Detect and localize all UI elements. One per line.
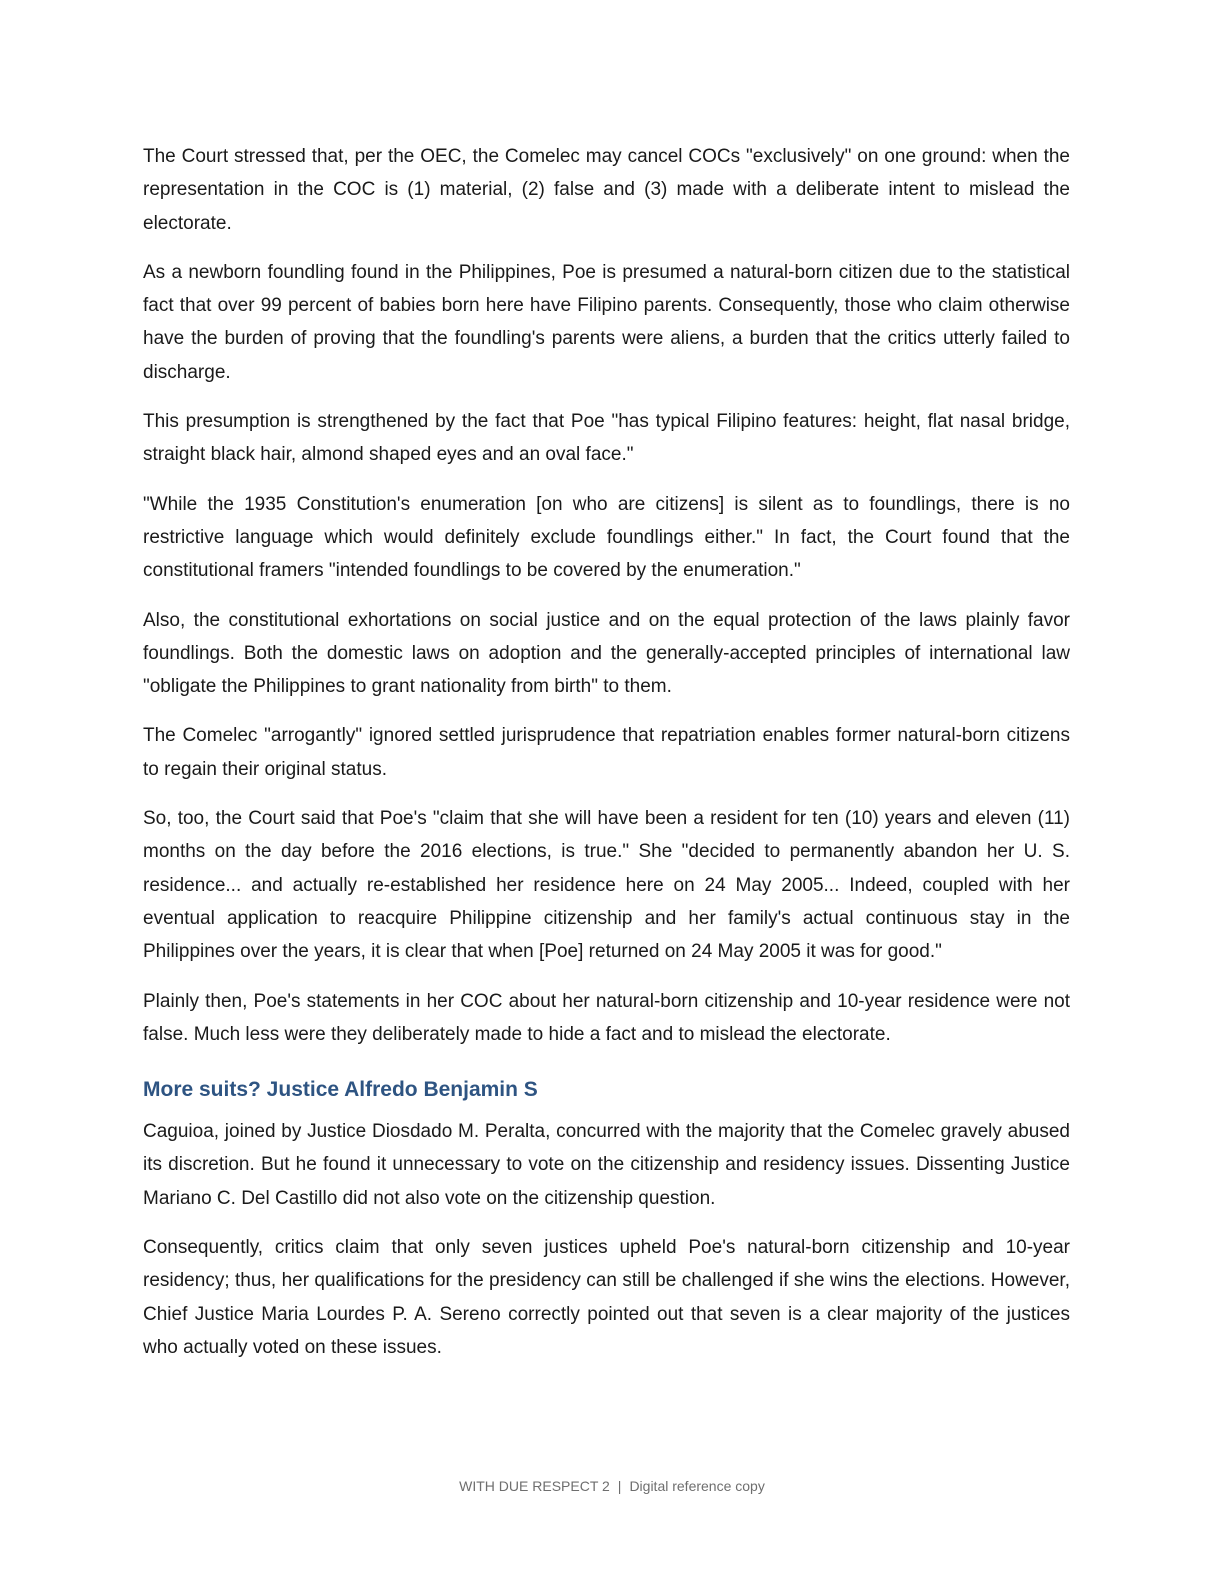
footer-title: WITH DUE RESPECT 2 <box>459 1478 610 1494</box>
paragraph: The Comelec "arrogantly" ignored settled jurisprudence that repatriation enables former natural-born citizens to regain their original status. <box>143 725 1070 780</box>
page-footer <box>0 1478 1224 1494</box>
footer-separator: | <box>617 1478 622 1494</box>
footer-note: Digital reference copy <box>629 1478 765 1494</box>
paragraph: "While the 1935 Constitution's enumeration [on who are citizens] is silent as to foundlings, there is no restrictive language which would definitely exclude foundlings either." In fact, the Court found that the constitutional framers "intended foundlings to be covered by the enumeration." <box>143 493 1070 582</box>
paragraph: So, too, the Court said that Poe's "claim that she will have been a resident for ten (10) years and eleven (11) months on the day before the 2016 elections, is true." She "decided to permanently abandon her U. S. residence... and actually re-established her residence here on 24 May 2005... Indeed, coupled with her eventual application to reacquire Philippine citizenship and her family's actual continuous stay in the Philippines over the years, it is clear that when [Poe] returned on 24 May 2005 it was for good." <box>143 808 1070 963</box>
paragraph: This presumption is strengthened by the fact that Poe "has typical Filipino features: height, flat nasal bridge, straight black hair, almond shaped eyes and an oval face." <box>143 411 1070 466</box>
document-body <box>143 140 1070 1380</box>
paragraph: Consequently, critics claim that only seven justices upheld Poe's natural-born citizenship and 10-year residency; thus, her qualifications for the presidency can still be challenged if she wins the elections. However, Chief Justice Maria Lourdes P. A. Sereno correctly pointed out that seven is a clear majority of the justices who actually voted on these issues. <box>143 1237 1070 1358</box>
paragraph: Caguioa, joined by Justice Diosdado M. Peralta, concurred with the majority that the Comelec gravely abused its discretion. But he found it unnecessary to vote on the citizenship and residency issues. Dissenting Justice Mariano C. Del Castillo did not also vote on the citizenship question. <box>143 1121 1070 1209</box>
paragraph: The Court stressed that, per the OEC, the Comelec may cancel COCs "exclusively" on one ground: when the representation in the COC is (1) material, (2) false and (3) made with a deliberate intent to mislead the electorate. <box>143 146 1070 234</box>
paragraph: Also, the constitutional exhortations on social justice and on the equal protection of the laws plainly favor foundlings. Both the domestic laws on adoption and the generally-accepted principles of international law "obligate the Philippines to grant nationality from birth" to them. <box>143 609 1070 698</box>
paragraph: Plainly then, Poe's statements in her COC about her natural-born citizenship and 10-year residence were not false. Much less were they deliberately made to hide a fact and to mislead the electorate. <box>143 990 1070 1045</box>
paragraph: As a newborn foundling found in the Philippines, Poe is presumed a natural-born citizen due to the statistical fact that over 99 percent of babies born here have Filipino parents. Consequently, those who claim otherwise have the burden of proving that the foundling's parents were aliens, a burden that the critics utterly failed to discharge. <box>143 261 1070 383</box>
section-heading: More suits? Justice Alfredo Benjamin S <box>143 1078 538 1102</box>
